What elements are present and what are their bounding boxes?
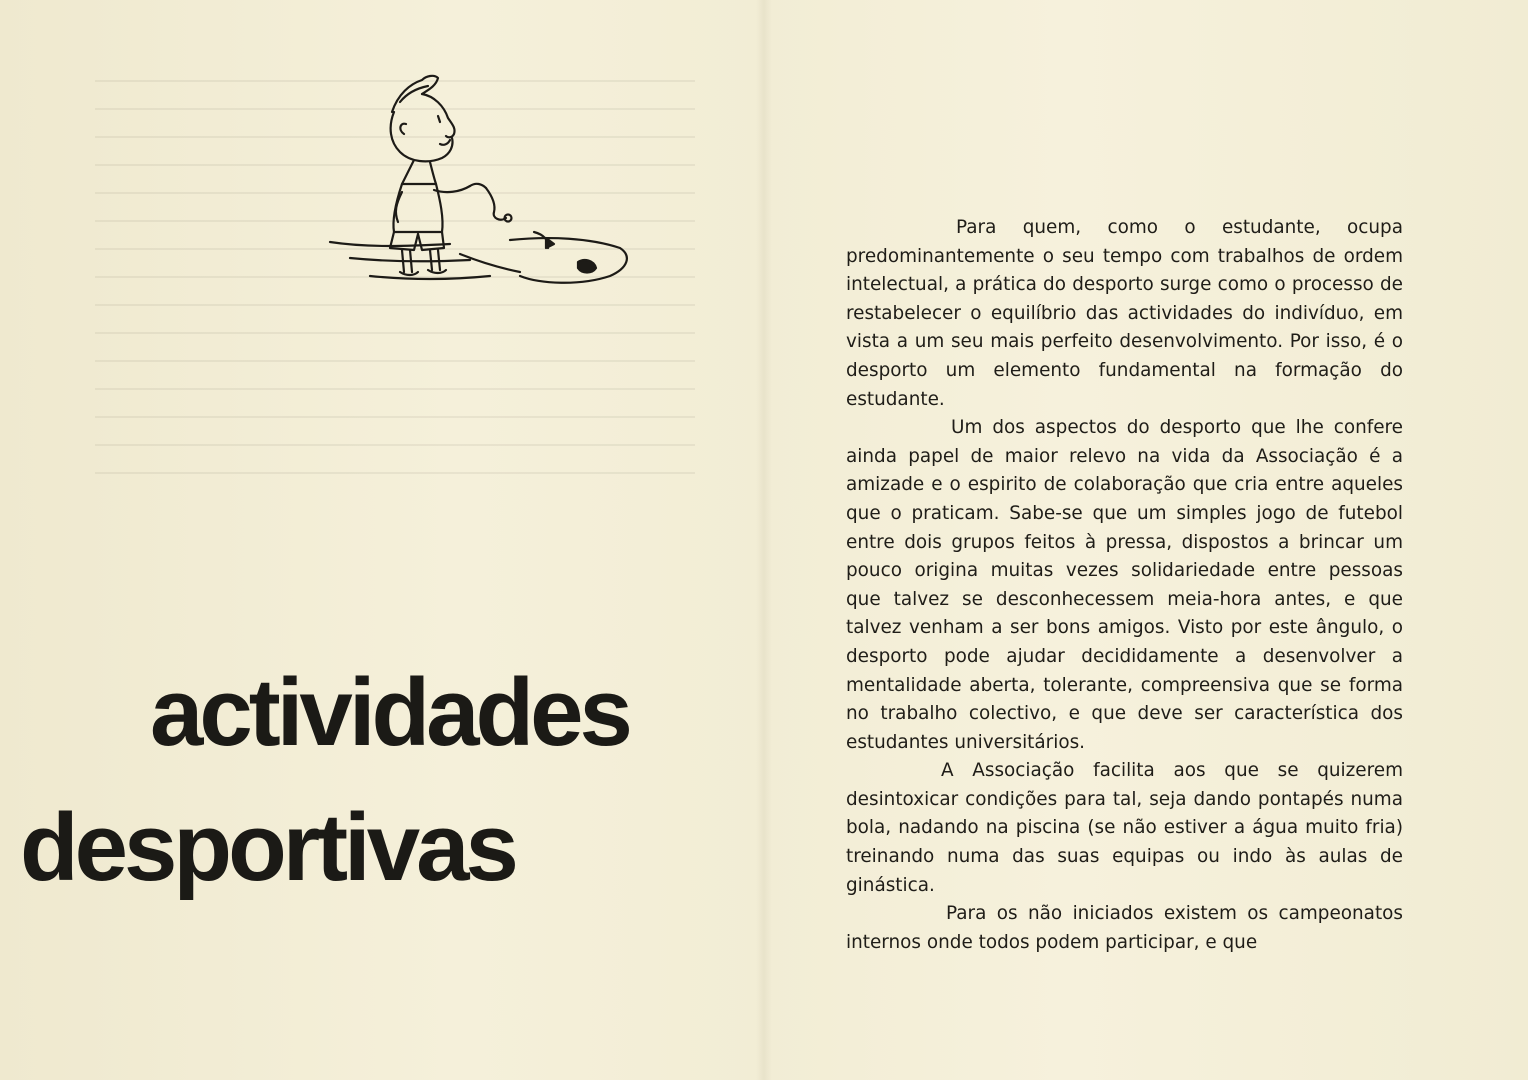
page-gutter bbox=[756, 0, 772, 1080]
title-line-1: actividades bbox=[150, 659, 629, 766]
boy-with-yo-yo-illustration bbox=[310, 72, 640, 302]
paragraph-3: A Associação facilita aos que se quizerem desintoxicar condições para tal, seja dando pontapés numa bola, nadando na piscina (se não estiver a água muito fria) treinando numa das suas equipas ou indo às aulas de ginástica. bbox=[846, 760, 1403, 896]
paragraph-4: Para os não iniciados existem os campeonatos internos onde todos podem participar, e que bbox=[846, 903, 1403, 953]
paragraph-1: Para quem, como o estudante, ocupa predominantemente o seu tempo com trabalhos de ordem intelectual, a prática do desporto surge como o processo de restabelecer o equilíbrio das actividades do indivíduo, em vista a um seu mais perfeito desenvolvimento. Por isso, é o desporto um elemento fundamental na formação do estudante. bbox=[846, 217, 1403, 410]
article-body bbox=[846, 214, 1403, 957]
paragraph-2: Um dos aspectos do desporto que lhe confere ainda papel de maior relevo na vida da Associação é a amizade e o espirito de colaboração que cria entre aqueles que o praticam. Sabe-se que um simples jogo de futebol entre dois grupos feitos à pressa, dispostos a brincar um pouco origina muitas vezes solidariedade entre pessoas que talvez se desconhecessem meia-hora antes, e que talvez venham a ser bons amigos. Visto por este ângulo, o desporto pode ajudar decididamente a desenvolver a mentalidade aberta, tolerante, compreensiva que se forma no trabalho colectivo, e que deve ser característica dos estudantes universitários. bbox=[846, 417, 1403, 753]
title-line-2: desportivas bbox=[20, 794, 515, 901]
